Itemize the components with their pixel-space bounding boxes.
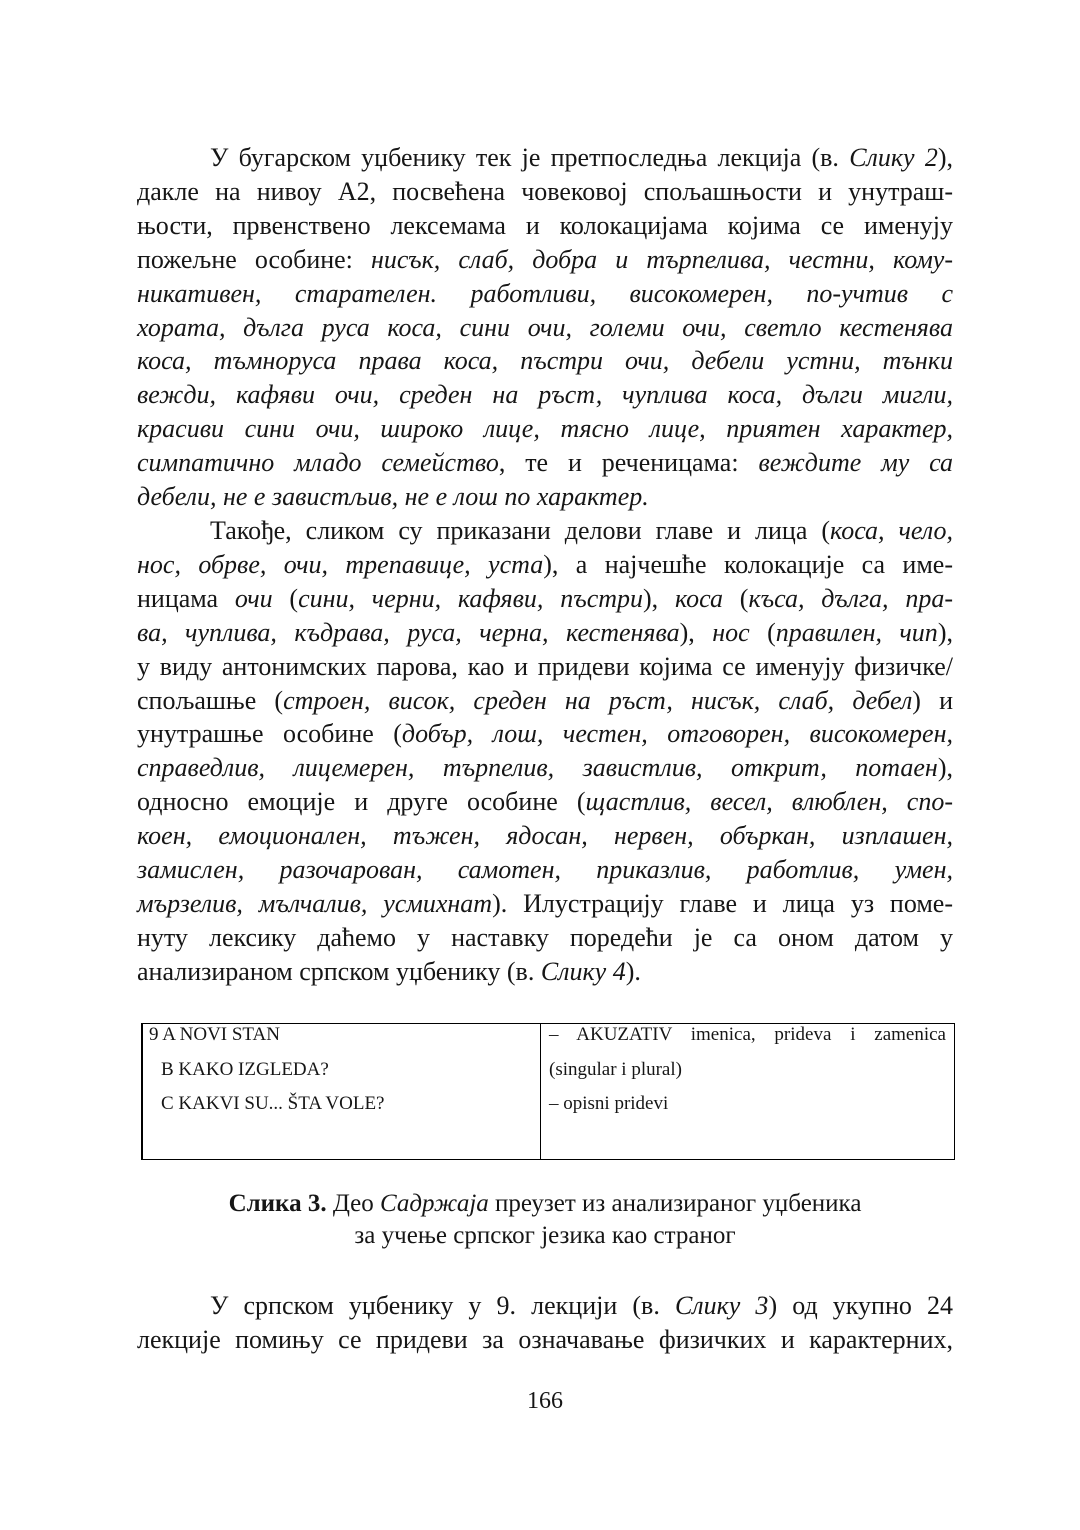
italic-term: Слику 3 xyxy=(674,1291,769,1320)
text-run: за учење српског језика као страног xyxy=(354,1222,736,1249)
italic-term: нос, обрве, очи, трепавице, уста xyxy=(137,549,544,579)
italic-term: Садржаја xyxy=(380,1190,489,1217)
text-line xyxy=(137,1220,953,1252)
table-row-lesson-title: 9 A NOVI STAN xyxy=(149,1024,280,1045)
text-line xyxy=(137,209,953,243)
table-row-subsection: C KAKVI SU... ŠTA VOLE? xyxy=(161,1093,385,1114)
text-run: ). xyxy=(625,956,641,986)
text-run: ( xyxy=(749,617,776,647)
table-cell-grammar xyxy=(541,1024,954,1159)
text-line xyxy=(137,853,953,887)
body-text xyxy=(137,141,953,989)
text-run: пожељне особине: xyxy=(137,244,372,274)
italic-term: вежди, кафяви очи, среден на ръст, чуплива коса, дълги мигли, xyxy=(137,380,953,410)
text-run: , те и реченицама: xyxy=(498,448,759,478)
text-run: ( xyxy=(723,583,749,613)
italic-term: хората, дълга руса коса, сини очи, големи очи, светло кестенява xyxy=(137,312,953,342)
text-run: У бугарском уџбенику тек је претпоследња лекција (в. xyxy=(210,143,850,172)
italic-term: сини, черни, кафяви, пъстри xyxy=(298,583,644,613)
italic-term: Слику 2 xyxy=(849,143,938,172)
text-line xyxy=(137,344,953,378)
italic-term: нос xyxy=(712,617,750,647)
table-grammar-line: – AKUZATIV imenica, prideva i zamenica xyxy=(549,1024,946,1045)
text-run: односно емоције и друге особине ( xyxy=(137,787,586,817)
text-line xyxy=(137,819,953,853)
paragraph-bulgarian-textbook xyxy=(137,141,953,514)
paragraph-face-lexicon xyxy=(137,514,953,989)
text-line xyxy=(137,277,953,311)
italic-term: справедлив, лицемерен, търпелив, завистлив, открит, потаен xyxy=(137,753,938,783)
text-run: ) и xyxy=(912,685,954,715)
table-row-subsection: B KAKO IZGLEDA? xyxy=(161,1058,329,1080)
text-run: нуту лексику даћемо у наставку поредећи је са оном датом у xyxy=(137,922,953,952)
text-line xyxy=(137,412,953,446)
text-run: унутрашње особине ( xyxy=(137,719,402,749)
text-run: ), xyxy=(643,583,675,613)
page-number: 166 xyxy=(527,1388,563,1414)
text-run: ), xyxy=(679,617,713,647)
text-line xyxy=(137,378,953,412)
text-line xyxy=(137,548,953,582)
text-run: анализираном српском уџбенику (в. xyxy=(137,956,541,986)
text-run: ), а најчешће колокације са име- xyxy=(543,549,953,579)
text-run: у виду антонимских парова, као и придеви којима се именују физичке/ xyxy=(137,651,953,681)
text-run: ) од укупно 24 xyxy=(768,1291,953,1320)
text-run: њости, првенствено лексемама и колокацијама којима се именују xyxy=(137,210,953,240)
italic-term: Слику 4 xyxy=(540,956,626,986)
text-line xyxy=(137,751,953,785)
italic-term: ва, чуплива, къдрава, руса, черна, кестенява xyxy=(137,617,680,647)
italic-term: нисък, слаб, добра и търпелива, честни, кому- xyxy=(371,244,953,274)
italic-term: коса, чело, xyxy=(830,515,953,545)
text-run: Део xyxy=(326,1190,381,1217)
text-line xyxy=(137,582,953,616)
italic-term: щастлив, весел, влюблен, спо- xyxy=(585,787,953,817)
italic-term: веждите му са xyxy=(758,448,953,478)
italic-term: симпатично младо семейство xyxy=(137,448,499,478)
text-line xyxy=(137,717,953,751)
text-run: лекције помињу се придеви за означавање физичких и карактерних, xyxy=(137,1324,953,1354)
text-line xyxy=(137,616,953,650)
text-run: дакле на нивоу А2, посвећена човековој спољашњости и унутраш- xyxy=(137,176,953,206)
text-run: спољашње ( xyxy=(137,685,284,715)
text-run: преузет из анализираног уџбеника xyxy=(488,1190,862,1217)
text-line xyxy=(137,446,953,480)
text-line xyxy=(137,311,953,345)
italic-term: къса, дълга, пра- xyxy=(748,583,953,613)
italic-term: замислен, разочарован, самотен, приказлив, работлив, умен, xyxy=(137,855,953,885)
italic-term: коен, емоционален, тъжен, ядосан, нервен, объркан, изплашен, xyxy=(137,821,953,851)
text-line xyxy=(137,243,953,277)
text-run: ), xyxy=(937,617,953,647)
body-text-continued xyxy=(137,1289,953,1357)
italic-term: правилен, чип xyxy=(775,617,938,647)
figure-caption xyxy=(137,1188,953,1252)
text-line xyxy=(137,785,953,819)
text-line xyxy=(137,141,953,175)
text-line xyxy=(137,1188,953,1220)
text-run: ( xyxy=(272,583,299,613)
text-run: ), xyxy=(937,143,953,172)
italic-term: очи xyxy=(234,583,273,613)
text-line xyxy=(137,684,953,718)
text-line xyxy=(137,887,953,921)
italic-term: мързелив, мълчалив, усмихнат xyxy=(137,888,493,918)
text-line xyxy=(137,1323,953,1357)
text-run: Такође, сликом су приказани делови главе и лица ( xyxy=(210,515,831,545)
italic-term: добър, лош, честен, отговорен, високомерен, xyxy=(401,719,953,749)
text-line xyxy=(137,650,953,684)
text-line xyxy=(137,175,953,209)
italic-term: коса, тъмноруса права коса, пъстри очи, дебели устни, тънки xyxy=(137,346,953,376)
italic-term: дебели, не е завистљив, не е лош по характер. xyxy=(137,482,649,512)
italic-term: коса xyxy=(674,583,724,613)
text-run: ницама xyxy=(137,583,235,613)
italic-term: строен, висок, среден на ръст, нисък, слаб, дебел xyxy=(283,685,913,715)
text-line xyxy=(137,514,953,548)
table-grammar-line: (singular i plural) xyxy=(549,1058,682,1080)
figure-label: Слика 3. xyxy=(228,1190,327,1217)
table-grammar-line: – opisni pridevi xyxy=(549,1093,669,1114)
text-line xyxy=(137,1289,953,1323)
text-run: ). Илустрацију главе и лица уз поме- xyxy=(492,888,953,918)
table-cell-lessons xyxy=(143,1024,541,1159)
figure-contents-table xyxy=(141,1023,955,1160)
italic-term: никативен, старателен. работливи, високомерен, по-учтив с xyxy=(137,278,953,308)
paragraph-serbian-textbook xyxy=(137,1289,953,1357)
italic-term: красиви сини очи, широко лице, тясно лице, приятен характер, xyxy=(137,414,953,444)
text-line xyxy=(137,480,953,514)
text-run: У српском уџбенику у 9. лекцији (в. xyxy=(210,1291,675,1320)
text-run: ), xyxy=(937,753,953,783)
text-line xyxy=(137,921,953,955)
text-line xyxy=(137,955,953,989)
